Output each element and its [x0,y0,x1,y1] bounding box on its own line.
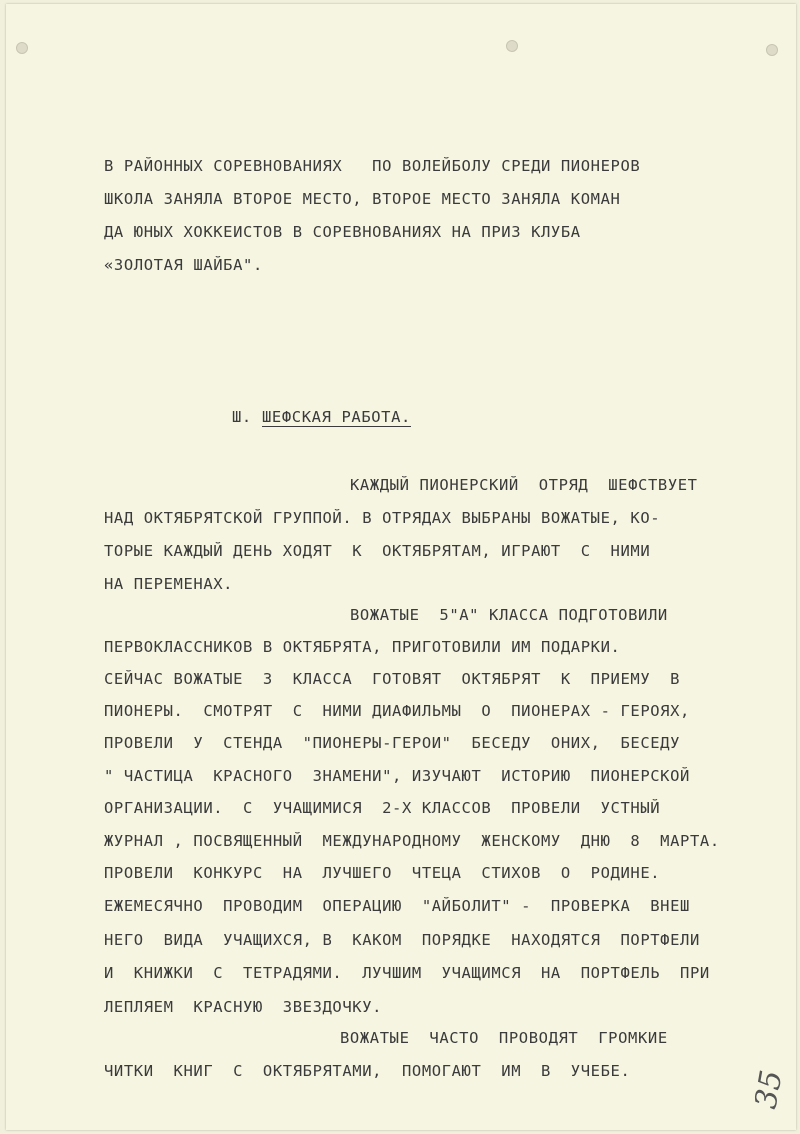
text-line: ЧИТКИ КНИГ С ОКТЯБРЯТАМИ, ПОМОГАЮТ ИМ В УЧЕБЕ. [104,1062,631,1080]
text-line: НЕГО ВИДА УЧАЩИХСЯ, В КАКОМ ПОРЯДКЕ НАХОДЯТСЯ ПОРТФЕЛИ [104,931,700,949]
punch-hole-left [16,42,28,54]
text-line: ЕЖЕМЕСЯЧНО ПРОВОДИМ ОПЕРАЦИЮ "АЙБОЛИТ" - ПРОВЕРКА ВНЕШ [104,897,690,915]
text-line: ТОРЫЕ КАЖДЫЙ ДЕНЬ ХОДЯТ К ОКТЯБРЯТАМ, ИГРАЮТ С НИМИ [104,542,651,560]
section-number: Ш. [232,408,252,426]
text-line: ПИОНЕРЫ. СМОТРЯТ С НИМИ ДИАФИЛЬМЫ О ПИОНЕРАХ - ГЕРОЯХ, [104,702,690,720]
text-line: ПЕРВОКЛАССНИКОВ В ОКТЯБРЯТА, ПРИГОТОВИЛИ ИМ ПОДАРКИ. [104,638,621,656]
text-line: ДА ЮНЫХ ХОККЕИСТОВ В СОРЕВНОВАНИЯХ НА ПРИЗ КЛУБА [104,223,581,241]
text-line: ПРОВЕЛИ КОНКУРС НА ЛУЧШЕГО ЧТЕЦА СТИХОВ О РОДИНЕ. [104,864,661,882]
punch-hole-right [766,44,778,56]
handwritten-page-number: 35 [748,1067,790,1112]
text-line: ПРОВЕЛИ У СТЕНДА "ПИОНЕРЫ-ГЕРОИ" БЕСЕДУ ОНИХ, БЕСЕДУ [104,734,681,752]
text-line: НАД ОКТЯБРЯТСКОЙ ГРУППОЙ. В ОТРЯДАХ ВЫБРАНЫ ВОЖАТЫЕ, КО- [104,509,661,527]
text-line: " ЧАСТИЦА КРАСНОГО ЗНАМЕНИ", ИЗУЧАЮТ ИСТОРИЮ ПИОНЕРСКОЙ [104,767,690,785]
document-page [6,4,796,1130]
text-line: ЛЕПЛЯЕМ КРАСНУЮ ЗВЕЗДОЧКУ. [104,998,383,1016]
punch-hole-center [506,40,518,52]
text-line: ШКОЛА ЗАНЯЛА ВТОРОЕ МЕСТО, ВТОРОЕ МЕСТО ЗАНЯЛА КОМАН [104,190,621,208]
text-line: КАЖДЫЙ ПИОНЕРСКИЙ ОТРЯД ШЕФСТВУЕТ [350,476,698,494]
text-line: СЕЙЧАС ВОЖАТЫЕ 3 КЛАССА ГОТОВЯТ ОКТЯБРЯТ К ПРИЕМУ В [104,670,681,688]
text-line: ВОЖАТЫЕ 5"А" КЛАССА ПОДГОТОВИЛИ [350,606,668,624]
section-title: ШЕФСКАЯ РАБОТА. [262,408,411,426]
text-line: ЖУРНАЛ , ПОСВЯЩЕННЫЙ МЕЖДУНАРОДНОМУ ЖЕНСКОМУ ДНЮ 8 МАРТА. [104,832,720,850]
text-line: НА ПЕРЕМЕНАХ. [104,575,234,593]
text-line: ВОЖАТЫЕ ЧАСТО ПРОВОДЯТ ГРОМКИЕ [340,1029,668,1047]
text-line: ОРГАНИЗАЦИИ. С УЧАЩИМИСЯ 2-Х КЛАССОВ ПРОВЕЛИ УСТНЫЙ [104,799,661,817]
text-line: «ЗОЛОТАЯ ШАЙБА". [104,256,263,274]
text-line: И КНИЖКИ С ТЕТРАДЯМИ. ЛУЧШИМ УЧАЩИМСЯ НА ПОРТФЕЛЬ ПРИ [104,964,710,982]
text-line: В РАЙОННЫХ СОРЕВНОВАНИЯХ ПО ВОЛЕЙБОЛУ СРЕДИ ПИОНЕРОВ [104,157,641,175]
